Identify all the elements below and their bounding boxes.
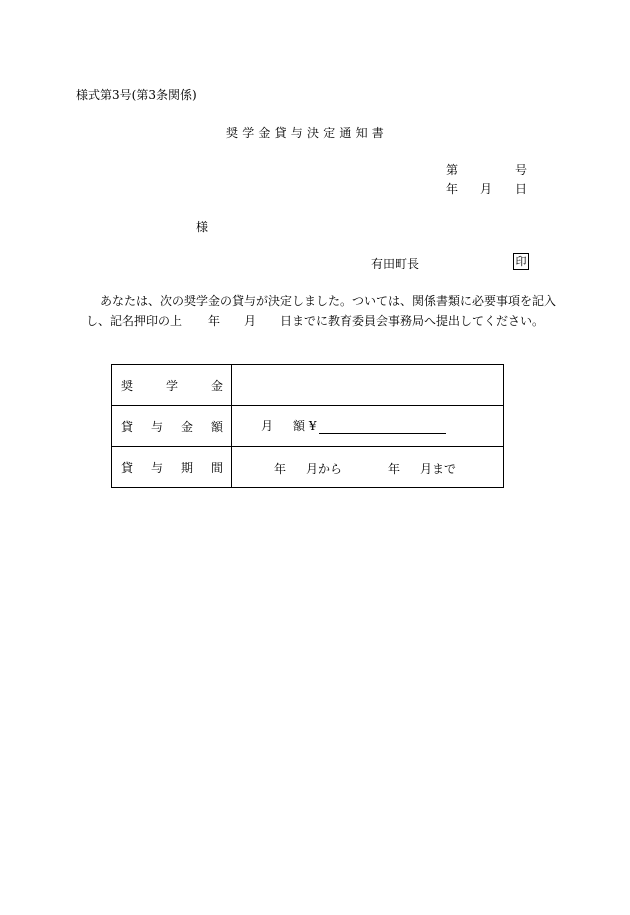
body-text-line2-end: 日までに教育委員会事務局へ提出してください。 — [280, 314, 545, 328]
doc-number-suffix: 号 — [515, 163, 528, 177]
period-to-year: 年 — [388, 462, 401, 476]
doc-number-prefix: 第 — [446, 163, 459, 177]
issuer-name: 有田町長 — [371, 257, 420, 271]
period-from-year: 年 — [274, 462, 287, 476]
value-loan-amount[interactable] — [232, 406, 504, 447]
document-title: 奨学金貸与決定通知書 — [226, 126, 389, 140]
table-row-amount — [112, 406, 504, 447]
period-to-month: 月まで — [420, 462, 457, 476]
body-deadline-year: 年 — [208, 314, 221, 328]
table-row-period — [112, 447, 504, 488]
date-year: 年 — [446, 182, 459, 196]
value-scholarship[interactable] — [232, 365, 504, 406]
monthly-label: 月 — [261, 419, 274, 433]
amount-label: 額 — [293, 419, 306, 433]
body-text-line1: あなたは、次の奨学金の貸与が決定しました。ついては、関係書類に必要事項を記入 — [100, 294, 557, 308]
recipient-honorific: 様 — [196, 220, 209, 234]
label-loan-period: 貸 与 期 間 — [112, 447, 232, 488]
yen-sign: ¥ — [308, 419, 317, 433]
body-deadline-month: 月 — [244, 314, 257, 328]
form-number: 様式第3号(第3条関係) — [76, 88, 197, 102]
table-row-scholarship — [112, 365, 504, 406]
label-loan-amount: 貸 与 金 額 — [112, 406, 232, 447]
seal-mark: 印 — [513, 253, 529, 270]
body-text-line2-start: し、記名押印の上 — [86, 314, 183, 328]
amount-underline[interactable] — [319, 418, 446, 434]
date-day: 日 — [515, 182, 528, 196]
label-scholarship: 奨 学 金 — [112, 365, 232, 406]
date-month: 月 — [480, 182, 493, 196]
loan-info-table — [111, 364, 504, 488]
value-loan-period[interactable] — [232, 447, 504, 488]
body-text-line2 — [86, 312, 544, 329]
period-from-month: 月から — [306, 462, 343, 476]
